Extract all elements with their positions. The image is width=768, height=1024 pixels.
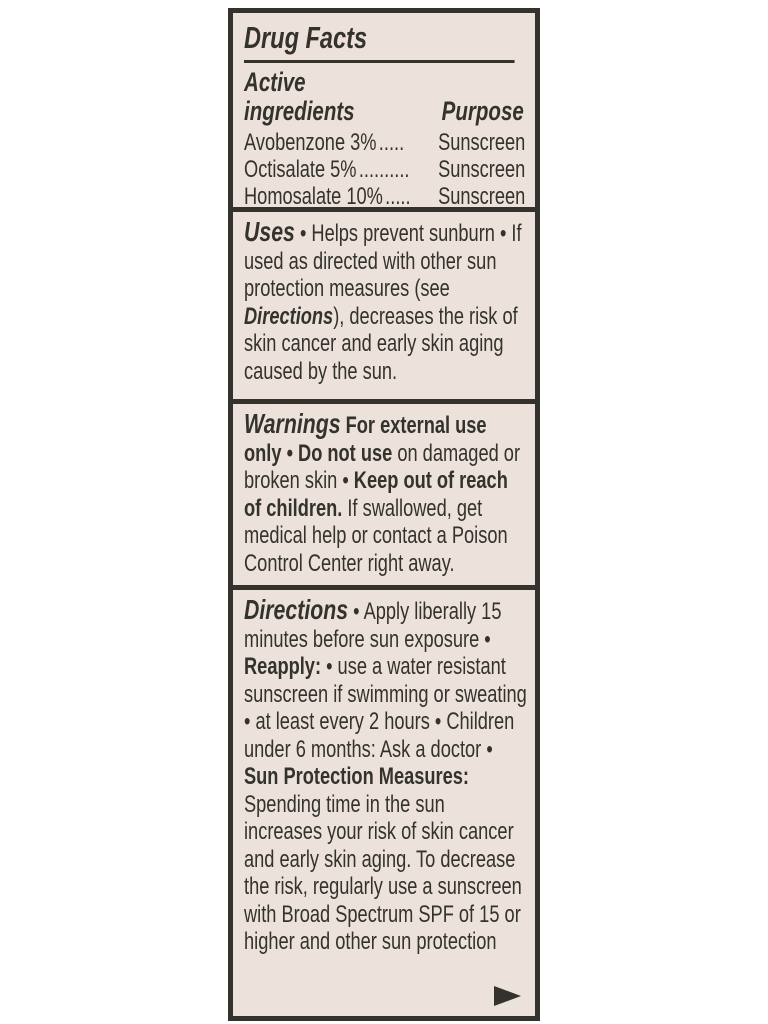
active-heading-line2: ingredients — [244, 96, 355, 126]
purpose-header: Purpose — [441, 96, 524, 126]
ingredient-row — [244, 183, 527, 207]
drug-facts-label — [228, 8, 540, 1021]
text-run: Keep out of reach of children. — [244, 467, 508, 522]
text-run: Sun Protection Measures: — [244, 763, 470, 790]
text-run: Uses — [244, 216, 295, 247]
ingredient-row — [244, 156, 527, 183]
section-warnings — [233, 399, 535, 585]
section-uses — [233, 207, 535, 399]
ingredient-name: Homosalate 10% — [244, 183, 383, 207]
title-rule — [244, 60, 515, 63]
ingredient-purpose: Sunscreen — [438, 156, 526, 183]
text-run: Directions — [244, 594, 349, 625]
drug-facts-title: Drug Facts — [244, 20, 368, 55]
dot-leader: ..... — [378, 129, 405, 156]
text-run: Spending time in the sun increases your risk of skin cancer and early skin aging. To decrease the risk, regularly use a sunscreen with Broad Spectrum SPF of 15 or higher and other sun protection — [244, 790, 522, 955]
uses-text — [244, 218, 527, 385]
text-run: Reapply: — [244, 653, 322, 680]
ingredient-row — [244, 129, 527, 156]
text-run: For external use only • Do not use — [244, 412, 487, 467]
directions-text — [244, 596, 527, 956]
text-run: If swallowed, get medical help or contact a Poison Control Center right away. — [244, 494, 508, 577]
section-active-ingredients — [233, 13, 535, 207]
ingredient-name: Avobenzone 3% — [244, 129, 377, 156]
warnings-text — [244, 410, 527, 577]
ingredient-table — [244, 129, 527, 207]
text-run: • Apply liberally 15 minutes before sun exposure • — [244, 598, 502, 653]
text-run: on damaged or broken skin • — [244, 439, 521, 494]
text-run: • use a water resistant sunscreen if swimming or sweating • at least every 2 hours • Children under 6 months: Ask a doctor • — [244, 653, 527, 763]
text-run: ), decreases the risk of skin cancer and early skin aging caused by the sun. — [244, 302, 518, 385]
section-directions — [233, 585, 535, 1016]
dot-leader: .......... — [358, 156, 410, 183]
ingredient-name: Octisalate 5% — [244, 156, 357, 183]
text-run: Directions — [244, 302, 334, 330]
text-run: Warnings — [244, 408, 341, 439]
ingredient-purpose: Sunscreen — [438, 183, 526, 207]
continued-arrow-icon — [494, 986, 521, 1006]
text-run: • Helps prevent sunburn • If used as directed with other sun protection measures (see — [244, 220, 522, 302]
ingredient-purpose: Sunscreen — [438, 129, 526, 156]
active-heading-line1: Active — [244, 67, 306, 97]
dot-leader: ..... — [385, 183, 411, 207]
